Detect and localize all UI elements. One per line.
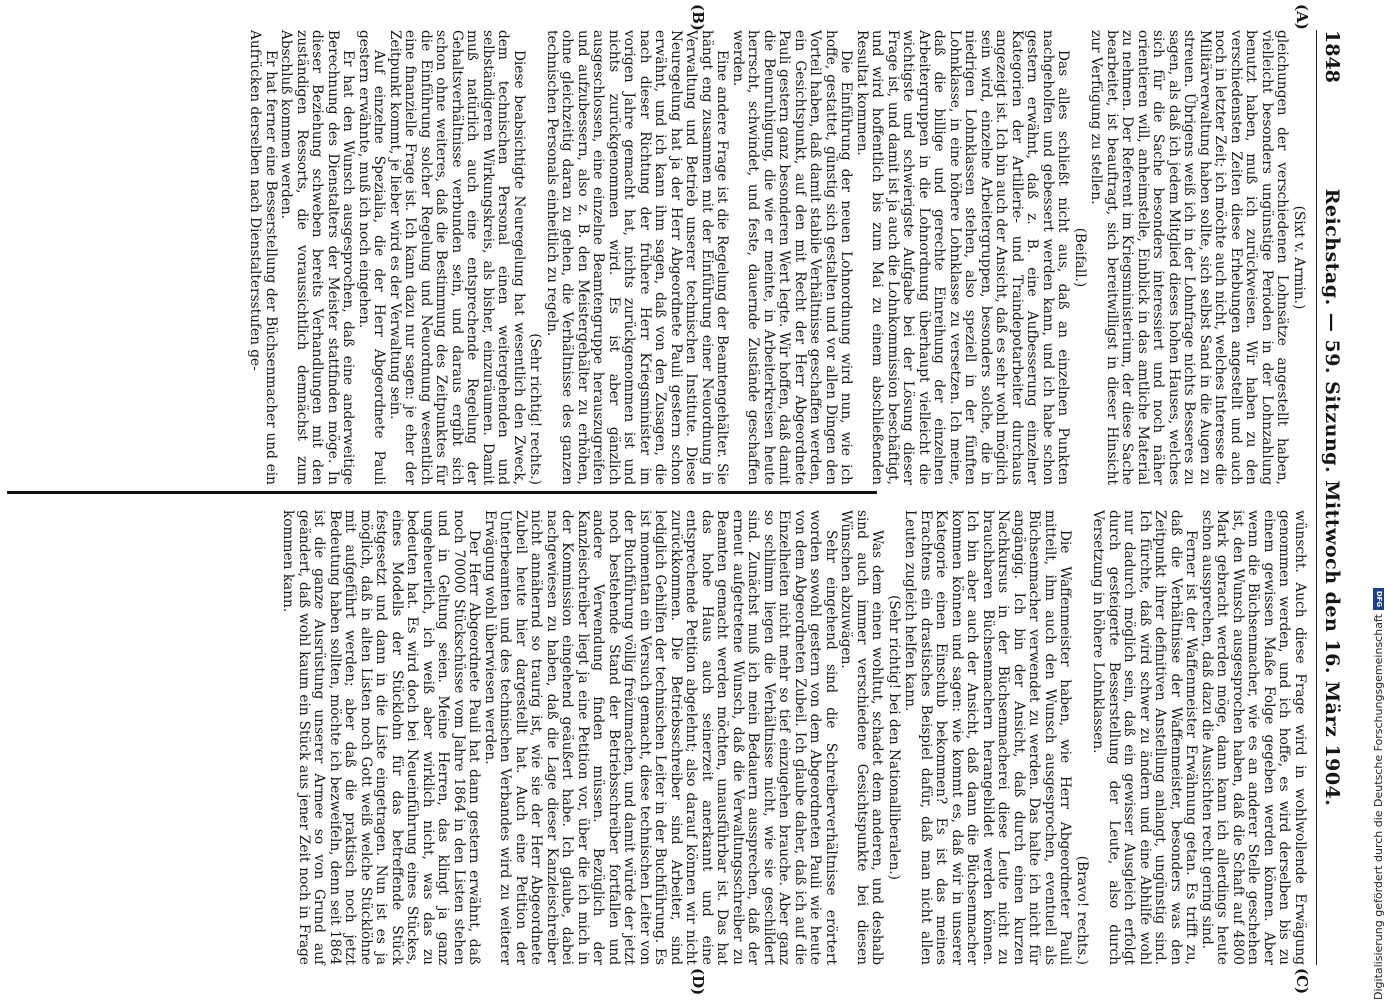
paragraph: Ferner ist der Waffenmeister Erwähnung getan. Es trifft zu, daß die Verhältnisse der Waffenmeister, besonders was den Zeitpunkt ihrer definitiven Anstellung anlangt, ungünstig sind. Ich fürchte, daß wird schwer zu ändern und eine Abhilfe wohl nur dadurch möglich sein, daß ein gewisser Ausgleich erfolgt durch gesteigerte Besserstellung der Leute, also durch Versetzung in höhere Lohnklassen. xyxy=(1090,510,1200,965)
page-title: Reichstag. — 59. Sitzung. Mittwoch den 16. März 1904. xyxy=(1321,188,1343,807)
interjection: (Bravo! rechts.) xyxy=(1074,855,1090,965)
paragraph: Die Waffenmeister haben, wie Herr Abgeordneter Pauli mitteilt, ihm auch den Wunsch ausgesprochen, eventuell als Büchsenmacher verwendet zu werden. Das halte ich nicht für angängig. Ich bin der Ansicht, daß durch einen kurzen Nachkursus in der Büchsenmacherei diese Leute nicht zu brauchbaren Büchsenmachern herangebildet werden können. Ich bin aber auch der Ansicht, daß dann die Büchsenmacher kommen können und sagen: wie kommt es, daß wir in unserer Kategorie einen Einschub bekommen? Es ist das meines Erachtens ein drastisches Beispiel dafür, daß man nicht allen Leuten zugleich helfen kann. xyxy=(902,510,1074,965)
margin-marker-a: (A) xyxy=(1293,4,1311,30)
paragraph: Diese beabsichtigte Neuregelung hat wesentlich den Zweck, dem technischen Personal einen weitergehenden und selbständigeren Wirkungskreis, als bisher, einzuräumen. Damit muß natürlich auch eine entsprechende Regelung der Gehaltsverhältnisse verbunden sein, und daraus ergibt sich schon ohne weiteres, daß die Bestimmung des Zeitpunktes für die Einführung solcher Regelung und Neuordnung wesentlich eine finanzielle Frage ist. Ich kann dazu nur sagen: je eher der Zeitpunkt kommt, je lieber wird es der Verwaltung sein. xyxy=(387,30,527,485)
interjection: (Sehr richtig! bei den Nationalliberalen.) xyxy=(886,595,902,880)
paragraph: wünscht. Auch diese Frage wird in wohlwollende Erwägung genommen werden, und ich hoffe, es wird derselben bis zu einem gewissen Maße Folge gegeben werden können. Aber wenn die Büchsenmacher, wie es an anderer Stelle geschehen ist, den Wunsch ausgesprochen haben, daß die Schaft auf 4800 Mark gebracht werden möge, dann kann ich allerdings heute schon aussprechen, daß dazu die Aussichten recht gering sind. xyxy=(1199,510,1308,965)
paragraph: Er hat ferner eine Besserstellung der Büchsenmacher und ein Aufrücken derselben nach Dienstaltersstufen ge- xyxy=(247,30,279,485)
page-header xyxy=(1316,30,1343,965)
paragraph: Das alles schließt nicht aus, daß an einzelnen Punkten nachgeholfen und gebessert werden kann, und ich habe schon gestern erwähnt, daß z. B. eine Aufbesserung einzelner Kategorien der Artillerie- und Traindepotarbeiter durchaus angezeigt ist. Ich bin auch der Ansicht, daß es sehr wohl möglich sein wird, einzelne Arbeitergruppen, besonders solche, die in niedrigen Lohnklassen stehen, also speziell in der fünften Lohnklasse, in eine höhere Lohnklasse zu versetzen. Ich meine, daß die billige und gerechte Einreihung der einzelnen Arbeitergruppen in die Lohnordnung überhaupt vielleicht die wichtigste und schwierigste Aufgabe bei der Lösung dieser Frage ist, und damit ist ja auch die Lohnkommission beschäftigt, und wird hoffentlich bis zum Mai zu einem abschließenden Resultat kommen. xyxy=(854,30,1072,485)
interjection: (Sehr richtig! rechts.) xyxy=(527,333,544,485)
paragraph: Er hat den Wunsch ausgesprochen, daß eine anderweitige Berechnung des Dienstalters der Meister stattfinden möge. In dieser Beziehung schweben bereits Verhandlungen mit den zuständigen Ressorts, die voraussichtlich demnächst zum Abschluß kommen werden. xyxy=(278,30,357,485)
column-divider xyxy=(7,491,877,494)
paragraph: Sehr eingehend sind die Schreiberverhältnisse erörtert worden sowohl gestern von dem Abgeordneten Pauli wie heute von dem Abgeordneten Zubeil. Ich glaube daher, daß ich auf die Einzelheiten nicht mehr so tief einzugehen brauche. Aber ganz so schlimm liegen die Verhältnisse nicht, wie sie geschildert sind. Zunächst muß ich mein Bedauern aussprechen, daß der erneut aufgetretene Wunsch, daß die Verwaltungsschreiber zu Beamten gemacht werden möchten, unausführbar ist. Das hat das hohe Haus auch seinerzeit anerkannt und eine entsprechende Petition abgelehnt; also darauf können wir nicht zurückkommen. Die Betriebsschreiber sind Arbeiter, sind lediglich Gehilfen der technischen Leiter in der Buchführung. Es ist momentan ein Versuch gemacht, diese technischen Leiter von der Buchführung völlig freizumachen, und damit würde der jetzt noch bestehende Stand der Betriebsschreiber fortfallen und andere Verwendung finden müssen. Bezüglich der Kanzleischreiber liegt ja eine Petition vor, über die ich mich in der Kommission eingehend geäußert habe. Ich glaube, dabei nachgewiesen zu haben, daß die Lage dieser Kanzleischreiber nicht annähernd so traurig ist, wie sie der Herr Abgeordnete Zubeil heute hier dargestellt hat. Auch eine Petition der Unterbeamten und des technischen Verbandes wird zu weiterer Erwägung wohl überwiesen werden. xyxy=(482,510,839,965)
paragraph: Eine andere Frage ist die Regelung der Beamtengehälter. Sie hängt eng zusammen mit der Einführung einer Neuordnung in Verwaltung und Betrieb unserer technischen Institute. Diese Neuregelung hat ja der Herr Abgeordnete Pauli gestern schon erwähnt, und ich kann ihm sagen, daß von den Zusagen, die nach dieser Richtung der frühere Herr Kriegsminister im vorigen Jahre gemacht hat, nichts zurückgenommen ist und nichts zurückgenommen wird. Es ist aber gänzlich ausgeschlossen, eine einzelne Beamtengruppe herauszugreifen und aufzubessern, also z. B. den Meistergehälter zu erhöhen, ohne gleichzeitig daran zu gehen, die Verhältnisse des ganzen technischen Personals einheitlich zu regeln. xyxy=(544,30,731,485)
dfg-logo: DFG xyxy=(1373,588,1384,610)
margin-marker-d: (D) xyxy=(689,968,707,996)
left-column xyxy=(7,30,1307,485)
paragraph: gleichungen der verschiedenen Lohnsätze angestellt haben, vielleicht besonders ungünstige Perioden in der Lohnzahlung benutzt haben, muß ich zurückweisen. Wir haben zu den verschiedensten Zeiten diese Erhebungen angestellt und auch noch in letzter Zeit; ich möchte auch nicht, welches Interesse die Militärverwaltung haben sollte, sich selbst Sand in die Augen zu streuen. Übrigens weiß ich in der Lohnfrage nichts Besseres zu sagen, als daß ich jedem Mitglied dieses hohen Hauses, welches sich für die Sache besonders interessiert und noch näher orientieren will, anheimstelle, Einblick in das amtliche Material zu nehmen. Der Referent im Kriegsministerium, der diese Sache bearbeitet, ist beauftragt, sich bereitwilligst in dieser Hinsicht zur Verfügung zu stellen. xyxy=(1088,30,1291,485)
right-column xyxy=(7,510,1307,965)
paragraph: Die Einführung der neuen Lohnordnung wird nun, wie ich hoffe, gestattet, günstig sich gestalten und vor allen Dingen den Vorteil haben, daß damit stabile Verhältnisse geschaffen werden, ein Gesichtspunkt, auf den mit Recht der Herr Abgeordnete Pauli gestern ganz besonderen Wert legte. Wir hoffen, daß damit die Beunruhigung, die wie er meinte, in Arbeiterkreisen heute herrscht, schwindet, und feste, dauernde Zustände geschaffen werden. xyxy=(730,30,855,485)
interjection: (Beifall.) xyxy=(1072,227,1088,288)
paragraph: Der Herr Abgeordnete Pauli hat dann gestern erwähnt, daß noch 70000 Stückschüsse vom Jahre 1864 in den Listen stehen und in Geltung seien. Meine Herren, das klingt ja ganz ungeheuerlich, ich weiß aber wirklich nicht, was das zu bedeuten hat. Es wird doch bei Neueinführung eines Stückes, eines Modells der Stücklohn für das betreffende Stück festgesetzt und dann in die Liste eingetragen. Nun ist es ja möglich, daß in alten Listen noch Gott weiß welche Stücklöhne mit aufgeführt werden; aber daß die praktisch noch jetzt Bedeutung haben sollten, möchte ich bezweifeln, denn seit 1864 ist die ganze Ausrüstung unserer Armee so von Grund auf geändert, daß wohl kaum ein Stück aus jener Zeit noch in Frage kommen kann. xyxy=(280,510,483,965)
credit-text: Digitalisierung gefördert durch die Deutsche Forschungsgemeinschaft xyxy=(1372,614,1385,1000)
speaker-name: (Sixt v. Armin.) xyxy=(1291,205,1307,310)
page-number: 1848 xyxy=(1321,30,1343,83)
margin-marker-b: (B) xyxy=(689,4,707,31)
paragraph: Was dem einen wohltut, schadet dem anderen, und deshalb sind auch immer verschiedene Gesichtspunkte bei diesen Wünschen abzuwägen. xyxy=(838,510,886,965)
paragraph: Auf einzelne Spezialia, die der Herr Abgeordnete Pauli gestern erwähnte, muß ich noch eingehen. xyxy=(356,30,388,485)
digitization-credit xyxy=(1372,588,1385,1000)
margin-marker-c: (C) xyxy=(1293,968,1311,995)
